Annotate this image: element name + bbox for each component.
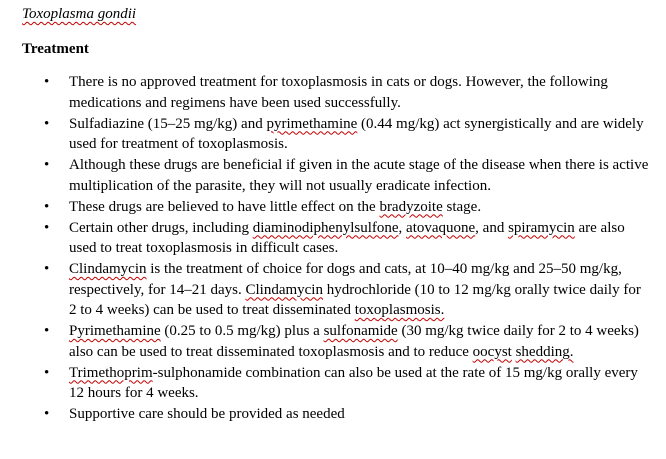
spellcheck-flagged-word: Trimethoprim [69,364,153,381]
spellcheck-flagged-word: Clindamycin [69,261,147,277]
spellcheck-flagged-word: diaminodiphenylsulfone [252,219,399,236]
bullet-icon: • [44,323,50,339]
spellcheck-flagged-word: toxoplasmosis. [354,302,445,318]
spellcheck-flagged-word: Clindamycin [245,281,323,298]
list-item [0,404,666,425]
list-item-text: Supportive care should be provided as needed [69,406,345,422]
spellcheck-flagged-word: sulfonamide [323,323,398,339]
treatment-list [0,72,666,425]
list-item [0,72,666,113]
spellcheck-flagged-word: bradyzoite [379,198,443,215]
bullet-icon: • [44,74,50,90]
list-item-text: (0.25 to 0.5 mg/kg) plus a [160,323,324,339]
list-item-text: (0.44 mg/kg) act synergistically and are widely used for treatment of toxoplasmosis. [69,115,644,152]
bullet-icon: • [44,406,50,422]
list-item-text: These drugs are believed to have little effect on the [69,198,380,215]
spellcheck-flagged-word: Pyrimethamine [69,323,161,339]
spellcheck-flagged-word: shedding. [515,343,574,360]
list-item [0,363,666,404]
list-item [0,321,666,362]
list-item-text: hydrochloride (10 to 12 mg/kg orally twice daily for 2 to 4 weeks) can be used to treat disseminated [69,281,641,318]
list-item-text: is the treatment of choice for dogs and cats, at 10–40 mg/kg and 25–50 mg/kg, respectively, for 14–21 days. [69,261,622,298]
list-item [0,197,666,218]
spellcheck-flagged-word: spiramycin [508,219,575,236]
bullet-icon: • [44,198,50,215]
list-item [0,218,666,259]
bullet-icon: • [44,261,50,277]
list-item-text: -sulphonamide combination can also be used at the rate of 15 mg/kg orally every 12 hours for 4 weeks. [69,364,638,401]
list-item [0,259,666,321]
list-item-text: stage. [442,198,482,215]
list-item-text: There is no approved treatment for toxoplasmosis in cats or dogs. However, the following medications and regimens have been used successfully. [69,74,608,111]
bullet-icon: • [44,219,50,236]
list-item-text: are also used to treat toxoplasmosis in difficult cases. [69,219,625,256]
spellcheck-flagged-word: atovaquone [406,219,476,236]
list-item-text: , [398,219,407,236]
list-item-text: Sulfadiazine (15–25 mg/kg) and [69,115,267,132]
list-item-text: (30 mg/kg twice daily for 2 to 4 weeks) also can be used to treat disseminated toxoplasmosis and to reduce [69,323,639,360]
spellcheck-flagged-word: pyrimethamine [266,115,358,132]
list-item [0,114,666,155]
bullet-icon: • [44,364,50,381]
spellcheck-flagged-word: oocyst [472,343,512,360]
bullet-icon: • [44,115,50,132]
bullet-icon: • [44,157,50,173]
list-item-text: Certain other drugs, including [69,219,253,236]
list-item [0,155,666,196]
list-item-text: , and [475,219,509,236]
list-item-text: Although these drugs are beneficial if given in the acute stage of the disease when there is active multiplication of the parasite, they will not usually eradicate infection. [69,157,649,194]
section-heading: Treatment [22,41,89,57]
document-title: Toxoplasma gondii [22,6,137,22]
